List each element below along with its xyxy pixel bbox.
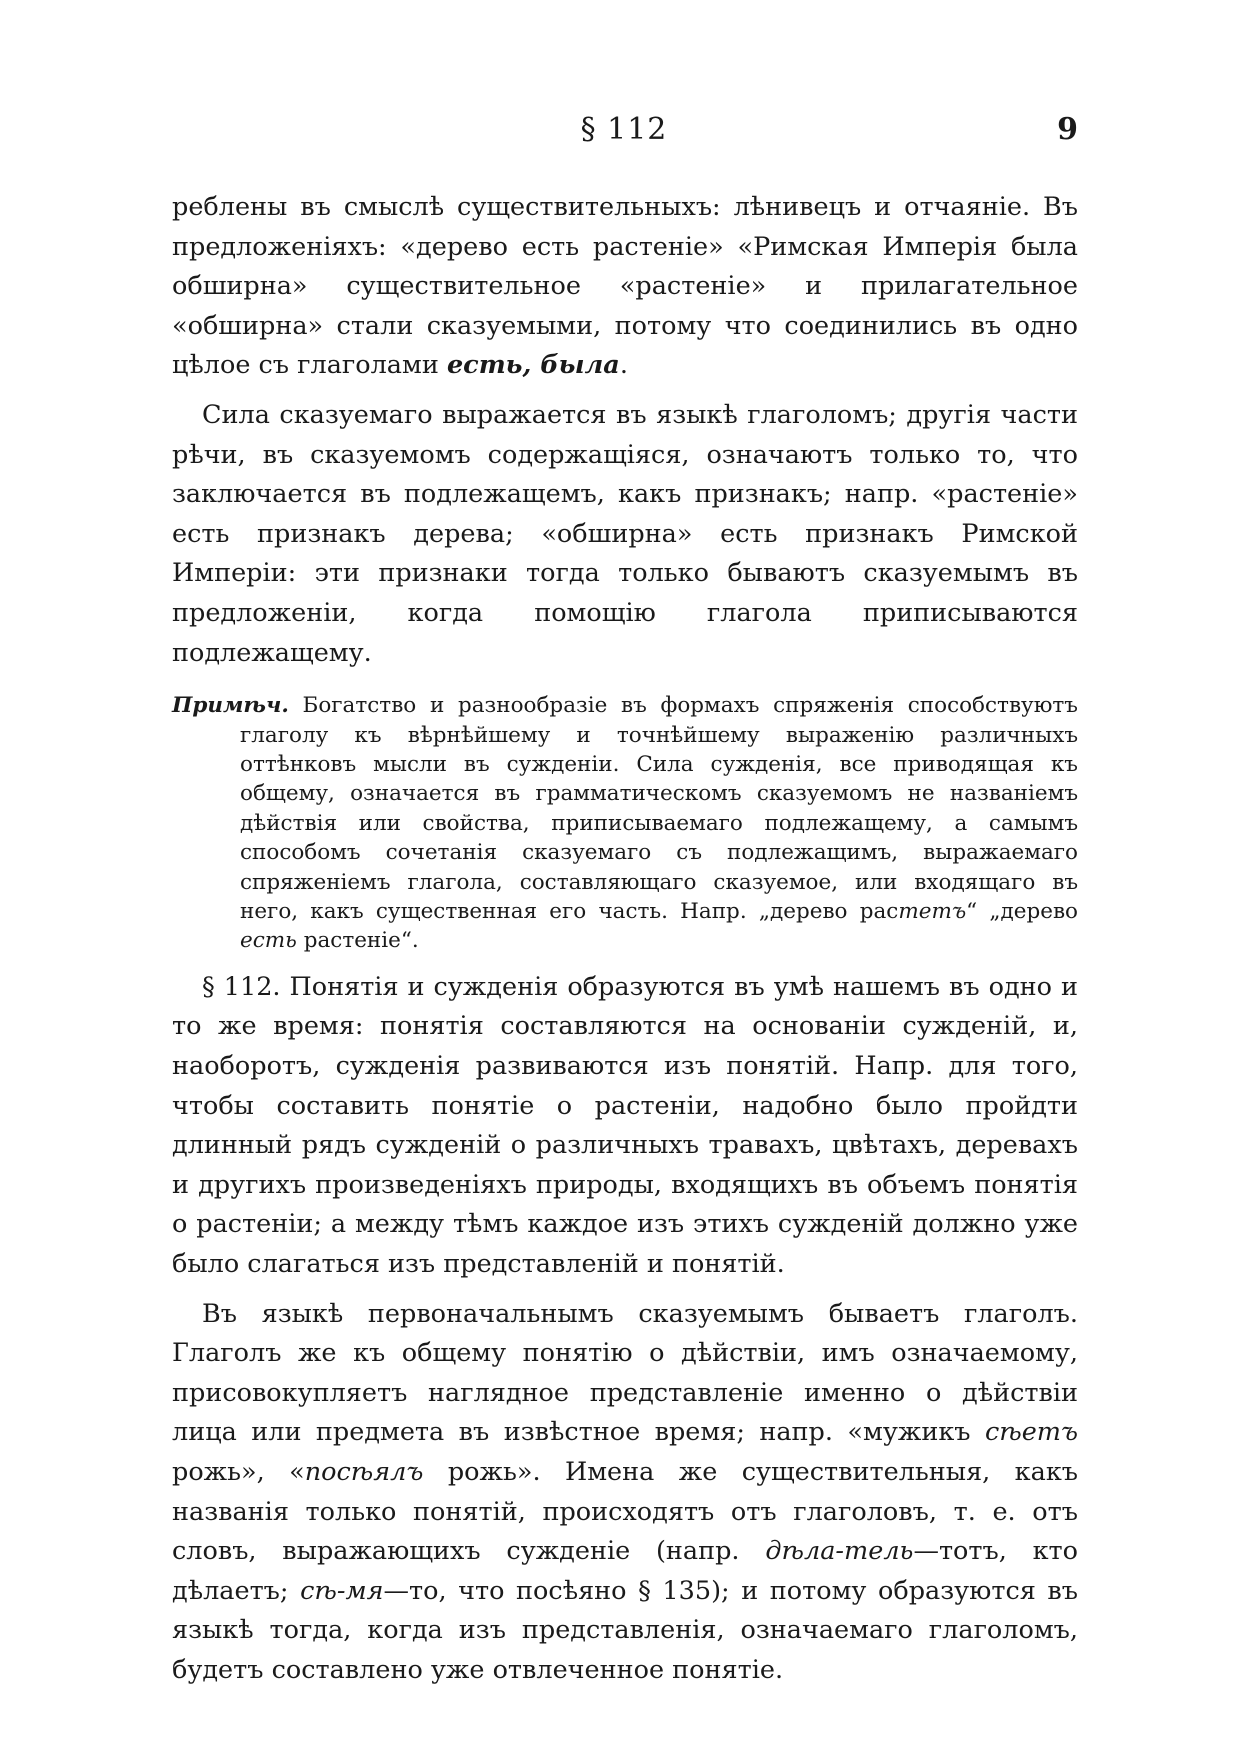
paragraph-4-text-3: рожь». Имена же существительныя, какъ названія только понятій, происходятъ отъ глаголовъ, т. е. отъ словъ, выражающихъ сужденіе (напр. — [172, 1456, 1078, 1567]
footnote-mid: “ „дерево — [966, 898, 1078, 924]
paragraph-4-emphasis-2: посѣялъ — [304, 1456, 424, 1487]
paragraph-1-end: . — [619, 350, 628, 381]
paragraph-4-text-2: рожь», « — [172, 1456, 305, 1487]
footnote — [172, 691, 1078, 956]
paragraph-1 — [172, 188, 1078, 386]
paragraph-4 — [172, 1295, 1078, 1691]
paragraph-3: § 112. Понятія и сужденія образуются въ умѣ нашемъ въ одно и то же время: понятія составляются на основаніи сужденій, и, наоборотъ, сужденія развиваются изъ понятій. Напр. для того, чтобы составить понятіе о растеніи, надобно было пройдти длинный рядъ сужденій о различныхъ травахъ, цвѣтахъ, деревахъ и другихъ произведеніяхъ природы, входящихъ въ объемъ понятія о растеніи; а между тѣмъ каждое изъ этихъ сужденій должно уже было слагаться изъ представленій и понятій. — [172, 971, 1078, 1279]
paragraph-4-emphasis-3: дѣла-тель — [765, 1536, 914, 1567]
body-text — [172, 188, 1078, 1690]
running-head — [170, 112, 1078, 162]
section-mark: § 112 — [580, 112, 668, 147]
footnote-text: Богатство и разнообразіе въ формахъ спряженія способствуютъ глаголу къ вѣрнѣйшему и точнѣйшему выраженію различныхъ оттѣнковъ мысли въ сужденіи. Сила сужденія, все приводящая къ общему, означается въ грамматическомъ сказуемомъ не названіемъ дѣйствія или свойства, приписываемаго подлежащему, а самымъ способомъ сочетанія сказуемаго съ подлежащимъ, выражаемаго спряженіемъ глагола, составляющаго сказуемое, или входящаго въ него, какъ существенная его часть. Напр. „дерево рас — [240, 693, 1078, 924]
paragraph-1-text: реблены въ смыслѣ существительныхъ: лѣнивецъ и отчаяніе. Въ предложеніяхъ: «дерево есть растеніе» «Римская Имперія была обширна» существительное «растеніе» и прилагательное «обширна» стали сказуемыми, потому что соединились въ одно цѣлое съ глаголами — [172, 192, 1078, 381]
paragraph-4-emphasis-1: сѣетъ — [984, 1417, 1078, 1448]
paragraph-4-text-1: Въ языкѣ первоначальнымъ сказуемымъ бываетъ глаголъ. Глаголъ же къ общему понятію о дѣйствіи, имъ означаемому, присовокупляетъ наглядное представленіе именно о дѣйствіи лица или предмета въ извѣстное время; напр. «мужикъ — [172, 1298, 1078, 1448]
footnote-label: Примѣч. — [172, 693, 289, 719]
footnote-emphasis-2: есть — [240, 928, 297, 954]
page-number: 9 — [1057, 112, 1078, 147]
paragraph-4-emphasis-4: сѣ-мя — [300, 1575, 384, 1606]
footnote-emphasis-1: тетъ — [898, 898, 967, 924]
paragraph-4-text-5: —то, что посѣяно § 135); и потому образуются въ языкѣ тогда, когда изъ представленія, означаемаго глаголомъ, будетъ составлено уже отвлеченное понятіе. — [172, 1575, 1078, 1685]
footnote-end: растеніе“. — [296, 928, 419, 954]
paragraph-4-text-4: —тотъ, кто дѣлаетъ; — [172, 1536, 1079, 1606]
paragraph-1-emphasis: есть, была — [446, 350, 620, 381]
paragraph-2: Сила сказуемаго выражается въ языкѣ глаголомъ; другія части рѣчи, въ сказуемомъ содержащіяся, означаютъ только то, что заключается въ подлежащемъ, какъ признакъ; напр. «растеніе» есть признакъ дерева; «обширна» есть признакъ Римской Имперіи: эти признаки тогда только бываютъ сказуемымъ въ предложеніи, когда помощію глагола приписываются подлежащему. — [172, 399, 1078, 668]
